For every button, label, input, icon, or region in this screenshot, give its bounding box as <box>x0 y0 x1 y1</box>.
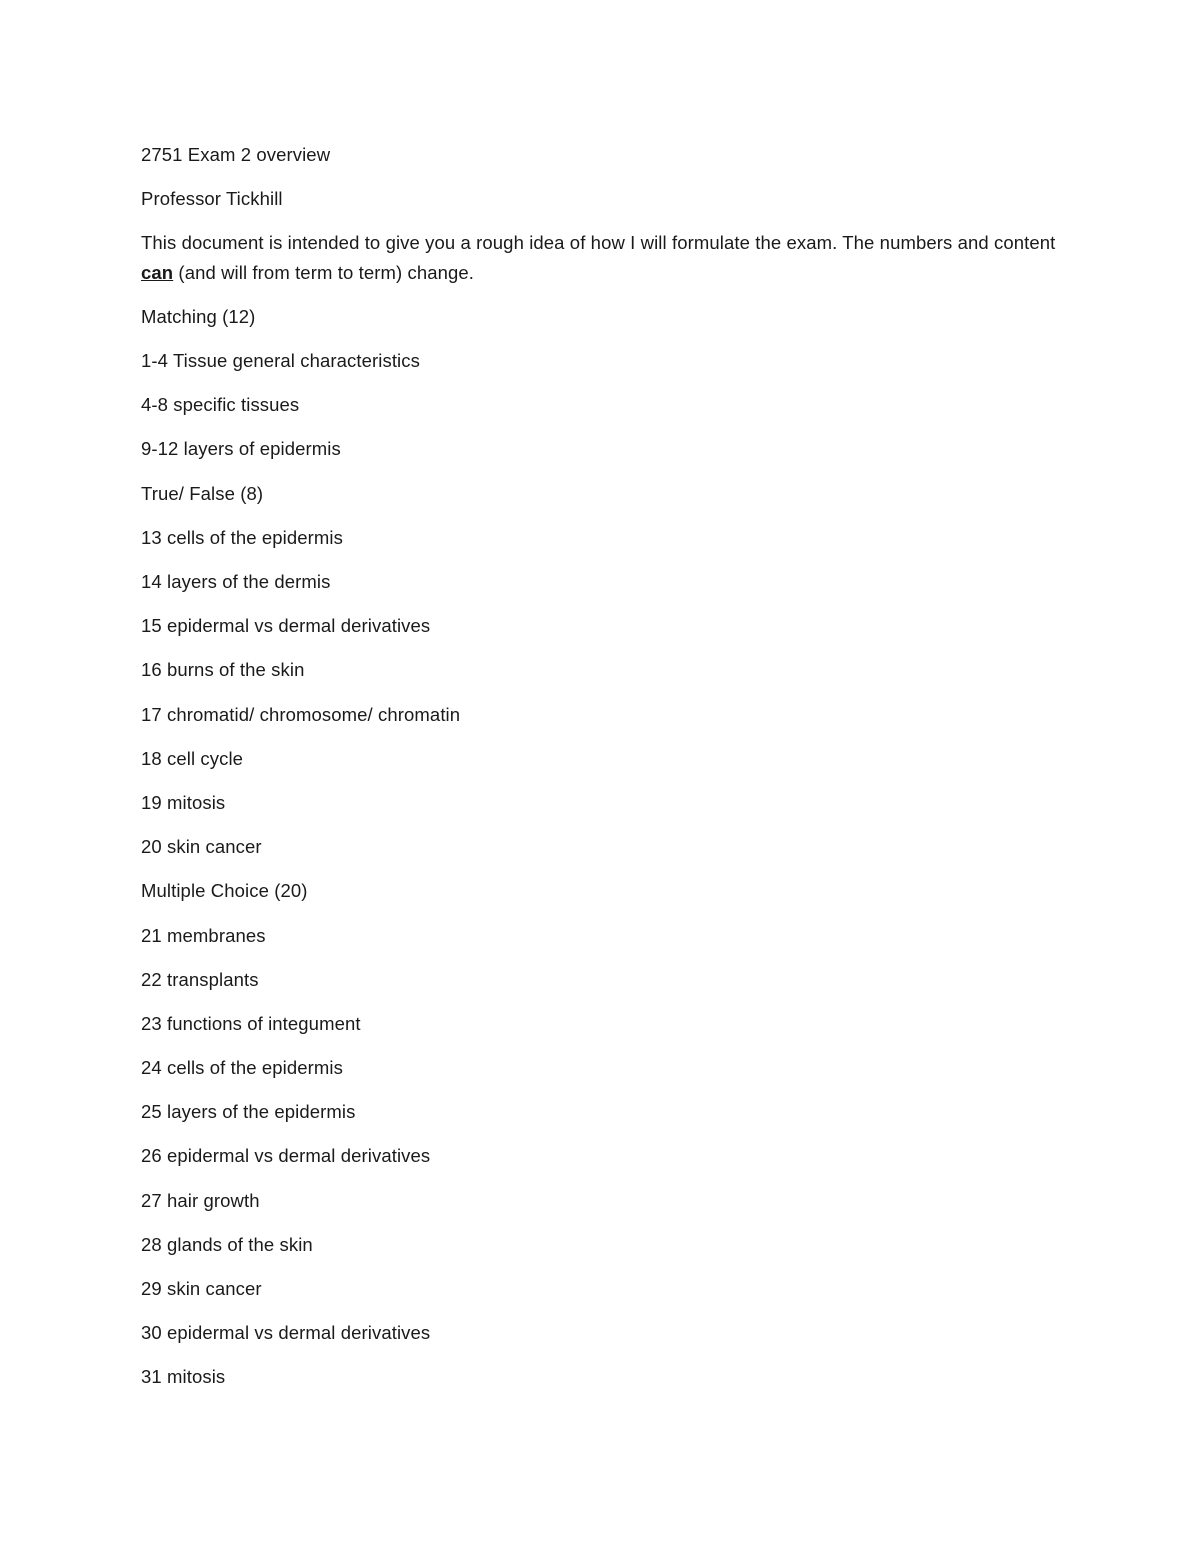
document-body <box>141 140 1061 1407</box>
section-heading-multiple-choice: Multiple Choice (20) <box>141 880 308 902</box>
outline-item: 19 mitosis <box>141 791 226 813</box>
outline-item: 22 transplants <box>141 968 259 990</box>
outline-item: 18 cell cycle <box>141 747 244 769</box>
outline-item: 28 glands of the skin <box>141 1233 313 1255</box>
outline-item: 25 layers of the epidermis <box>141 1101 356 1123</box>
outline-item: 23 functions of integument <box>141 1012 361 1034</box>
intro-text-before: This document is intended to give you a rough idea of how I will formulate the exam. The numbers and content <box>141 232 1056 254</box>
intro-emphasis: can <box>141 262 174 284</box>
outline-item: 30 epidermal vs dermal derivatives <box>141 1322 431 1344</box>
outline-item: 9-12 layers of epidermis <box>141 438 341 460</box>
section-heading-true-false: True/ False (8) <box>141 482 264 504</box>
intro-text-after: (and will from term to term) change. <box>173 262 475 284</box>
outline-item: 20 skin cancer <box>141 836 262 858</box>
outline-item: 13 cells of the epidermis <box>141 526 343 548</box>
intro-paragraph <box>141 228 1061 302</box>
outline-item: 27 hair growth <box>141 1189 260 1211</box>
outline-item: 16 burns of the skin <box>141 659 305 681</box>
outline-item: 4-8 specific tissues <box>141 394 300 416</box>
outline-item: 26 epidermal vs dermal derivatives <box>141 1145 431 1167</box>
outline-item: 1-4 Tissue general characteristics <box>141 350 420 372</box>
document-title: 2751 Exam 2 overview <box>141 144 331 165</box>
outline-item: 29 skin cancer <box>141 1278 262 1299</box>
outline-item: 17 chromatid/ chromosome/ chromatin <box>141 703 461 725</box>
outline-item: 15 epidermal vs dermal derivatives <box>141 615 431 637</box>
outline-item: 14 layers of the dermis <box>141 571 331 592</box>
outline-item: 24 cells of the epidermis <box>141 1057 343 1079</box>
outline-item: 31 mitosis <box>141 1366 226 1388</box>
outline-item: 21 membranes <box>141 924 266 946</box>
document-author: Professor Tickhill <box>141 188 283 210</box>
outline-list <box>141 302 1061 1407</box>
section-heading-matching: Matching (12) <box>141 305 256 327</box>
